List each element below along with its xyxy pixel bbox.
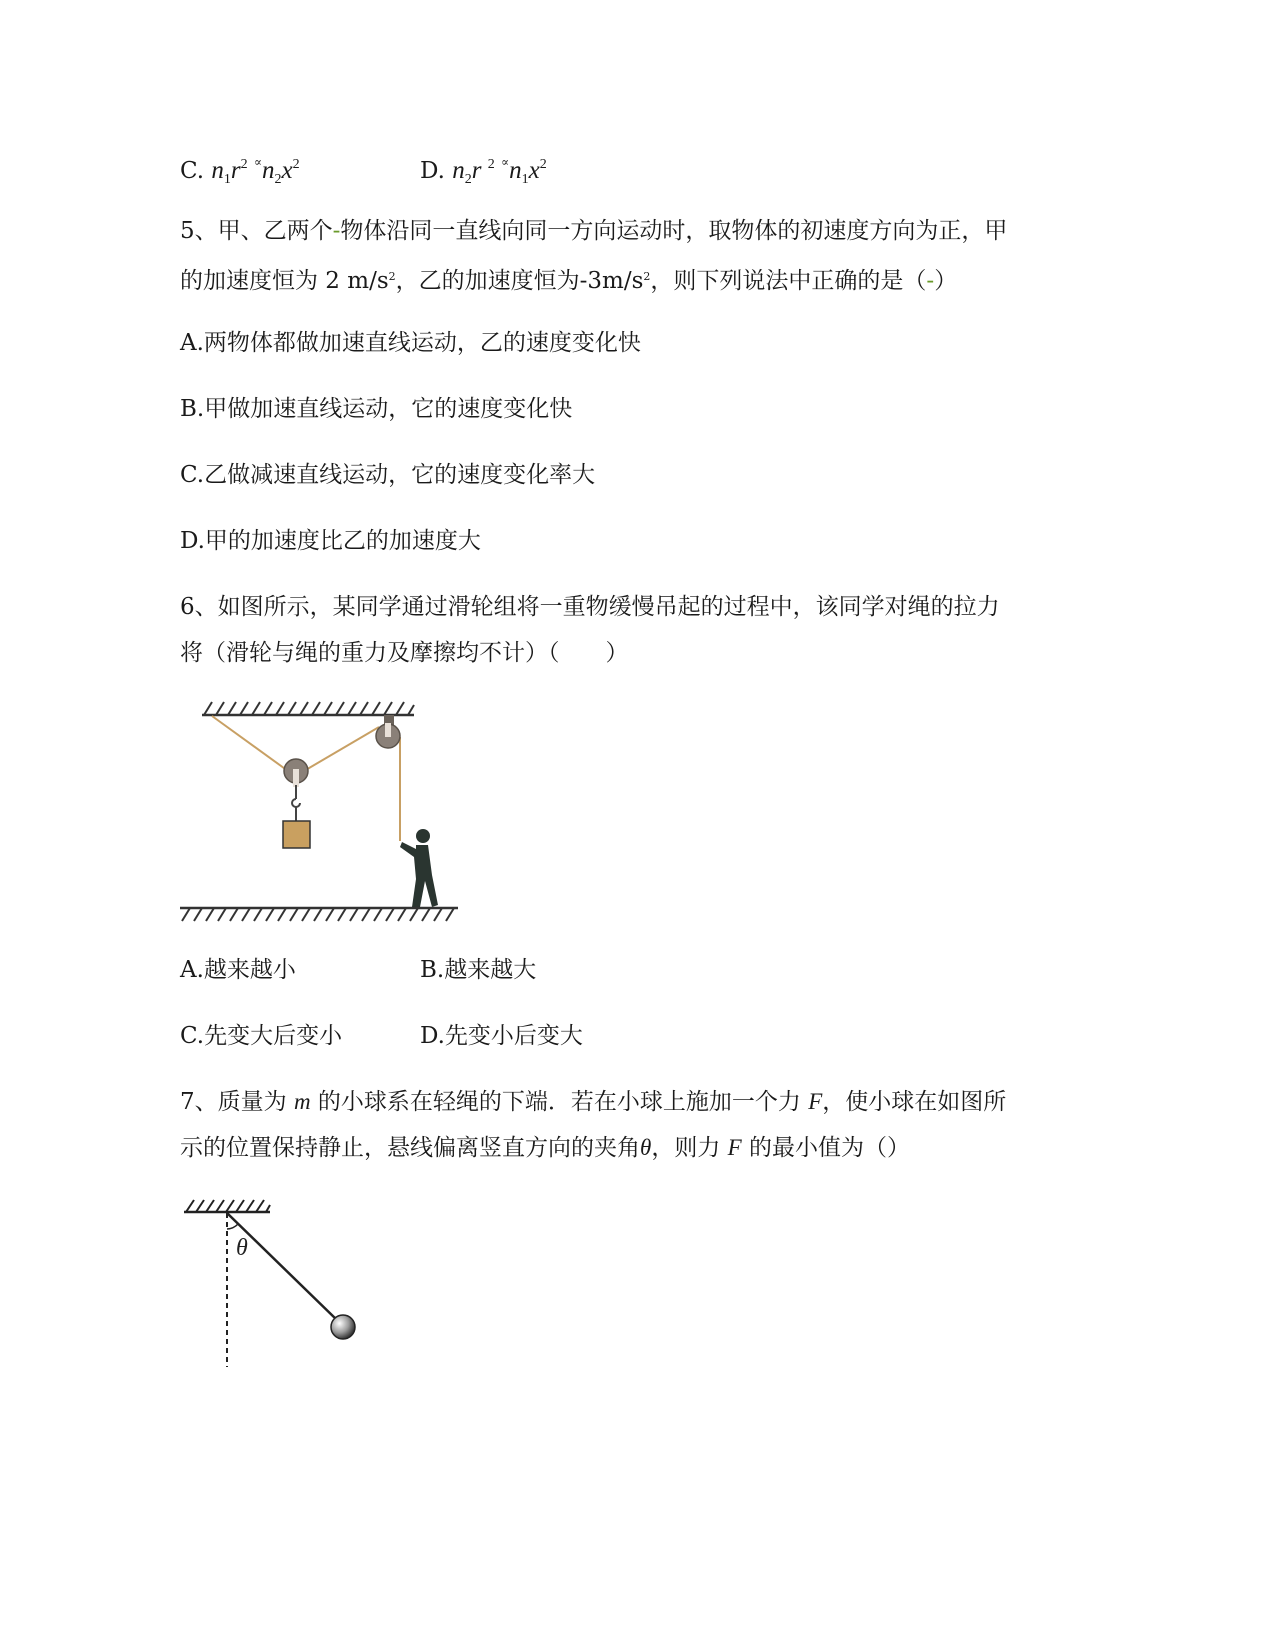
q4-option-c-label: C. bbox=[180, 158, 205, 184]
q6-option-a: A.越来越小 bbox=[180, 957, 296, 983]
q6-stem-line1: 6、如图所示，某同学通过滑轮组将一重物缓慢吊起的过程中，该同学对绳的拉力 bbox=[180, 594, 1000, 620]
q7-stem-line2: 示的位置保持静止，悬线偏离竖直方向的夹角θ，则力 F 的最小值为（） bbox=[180, 1135, 910, 1161]
movable-pulley-axle bbox=[293, 769, 299, 787]
pendulum-figure bbox=[180, 1195, 370, 1375]
angle-arc bbox=[227, 1224, 238, 1229]
person bbox=[400, 829, 438, 907]
q5-option-a: A.两物体都做加速直线运动，乙的速度变化快 bbox=[180, 330, 641, 356]
q5-stem-line2: 的加速度恒为 2 $m/s^2$，乙的加速度恒为$-3m/s^2$，则下列说法中正确的是（-） bbox=[180, 268, 958, 294]
fixed-pulley-axle bbox=[385, 723, 391, 737]
q5-option-d: D.甲的加速度比乙的加速度大 bbox=[180, 528, 481, 554]
ceiling-hatching bbox=[204, 702, 414, 715]
q5-answer-mark: - bbox=[926, 268, 935, 294]
q5-mark: - bbox=[332, 218, 341, 244]
hook bbox=[292, 799, 300, 807]
q4-option-d-formula: $n_2r$ $^2$ $^\propto n_1x^2$ bbox=[452, 155, 547, 187]
q5-option-b: B.甲做加速直线运动，它的速度变化快 bbox=[180, 396, 573, 422]
q6-option-d: D.先变小后变大 bbox=[420, 1023, 583, 1049]
pulley-figure bbox=[176, 695, 466, 925]
q6-stem-line2: 将（滑轮与绳的重力及摩擦均不计）（ ） bbox=[180, 640, 629, 666]
q6-option-c: C.先变大后变小 bbox=[180, 1023, 343, 1049]
q4-option-c-formula: $n_1r^2$ $^\propto n_2x^2$ bbox=[211, 155, 300, 187]
ground-hatching bbox=[182, 908, 454, 921]
q6-option-b: B.越来越大 bbox=[420, 957, 537, 983]
weight-box bbox=[283, 821, 310, 848]
ball bbox=[331, 1315, 355, 1339]
q5-stem-line1: 5、甲、乙两个-物体沿同一直线向同一方向运动时，取物体的初速度方向为正，甲 bbox=[180, 218, 1008, 244]
q4-option-c bbox=[180, 147, 300, 195]
q5-option-c: C.乙做减速直线运动，它的速度变化率大 bbox=[180, 462, 596, 488]
q4-option-d bbox=[420, 147, 547, 195]
support-hatching bbox=[186, 1200, 270, 1212]
string bbox=[227, 1213, 338, 1321]
q7-stem-line1: 7、质量为 m 的小球系在轻绳的下端．若在小球上施加一个力 F，使小球在如图所 bbox=[180, 1089, 1007, 1115]
theta-label: θ bbox=[236, 1235, 248, 1261]
q4-option-d-label: D. bbox=[420, 158, 445, 184]
